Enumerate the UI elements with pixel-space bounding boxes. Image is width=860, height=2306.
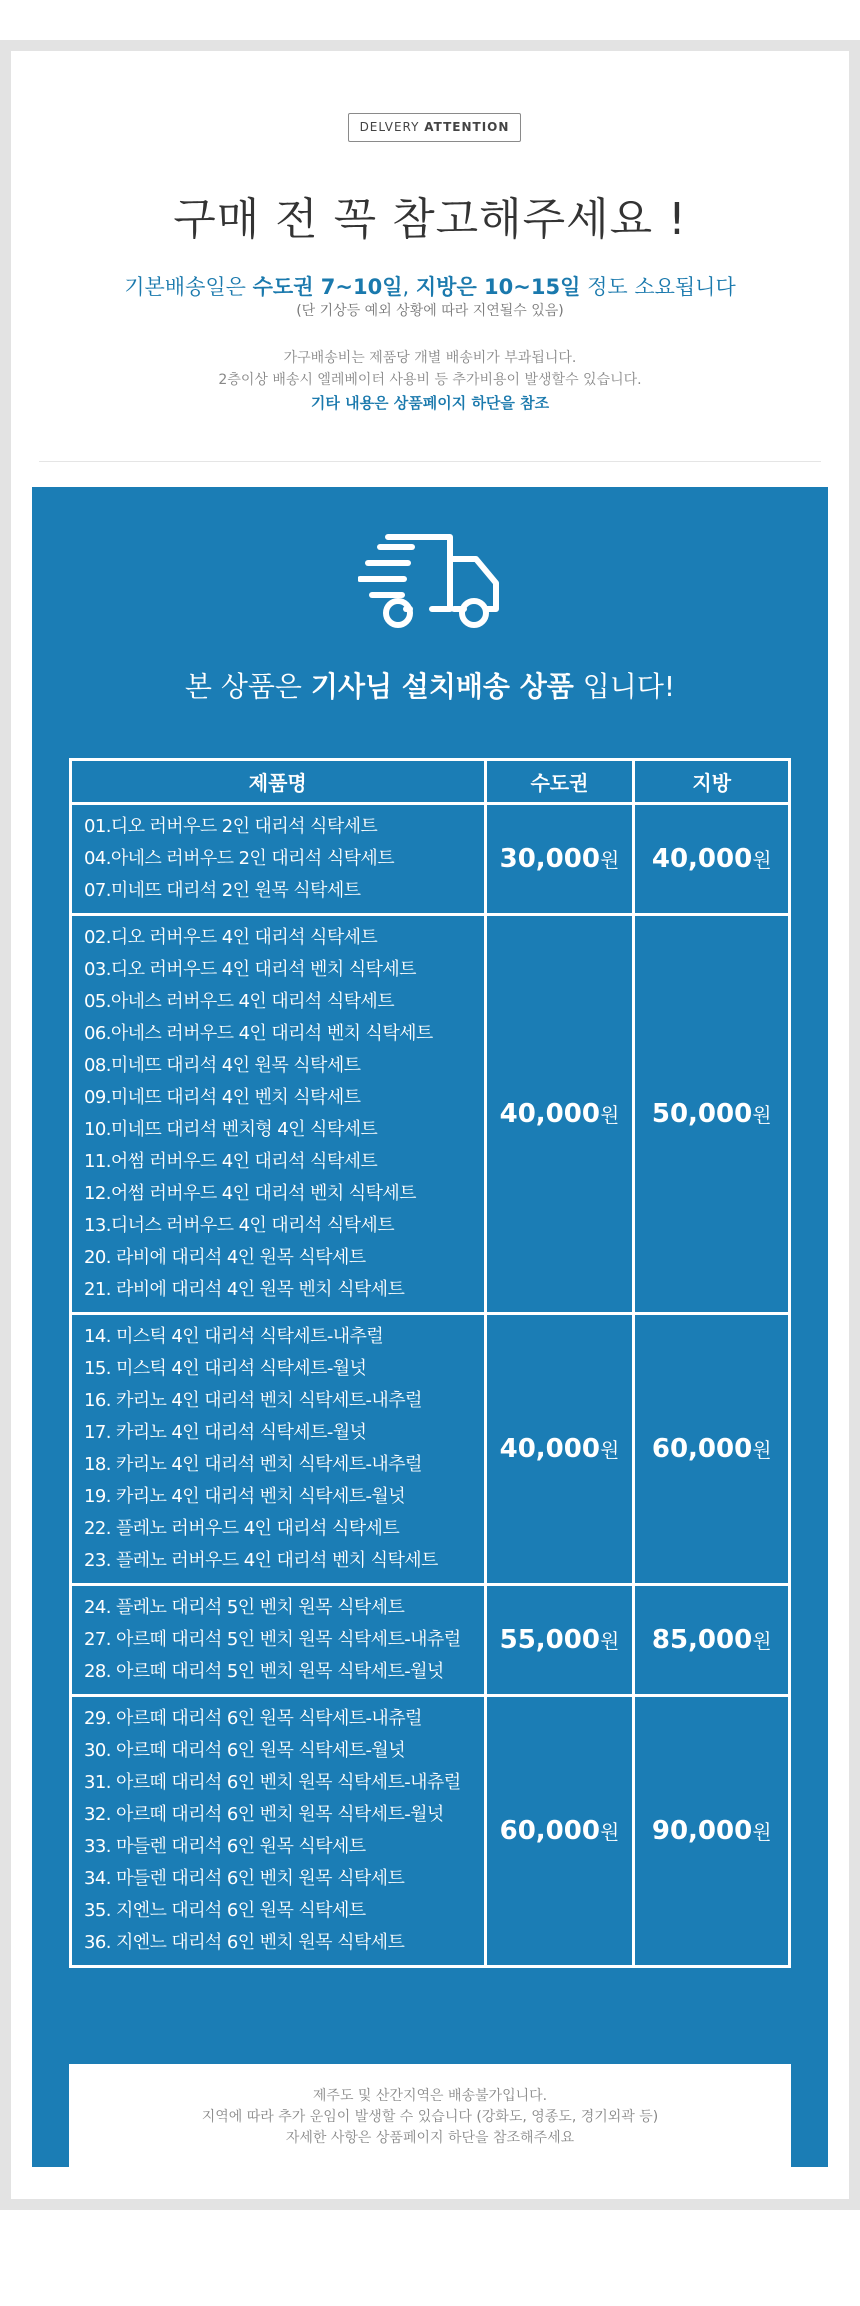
price-unit: 원 — [752, 1820, 772, 1844]
delivery-text-c: , — [402, 275, 416, 299]
table-row — [71, 1696, 790, 1967]
list-item: 21. 라비에 대리석 4인 원목 벤치 식탁세트 — [84, 1279, 405, 1300]
list-item: 32. 아르떼 대리석 6인 벤치 원목 식탁세트-월넛 — [84, 1804, 444, 1825]
delivery-capital-period: 수도권 7~10일 — [252, 275, 403, 299]
product-list — [84, 1592, 472, 1688]
list-item: 35. 지엔느 대리석 6인 원목 식탁세트 — [84, 1900, 366, 1921]
footer-line-2: 지역에 따라 추가 운임이 발생할 수 있습니다 (강화도, 영종도, 경기외곽 등) — [201, 2109, 659, 2125]
price-unit: 원 — [752, 1438, 772, 1462]
page-title: 구매 전 꼭 참고해주세요 ! — [173, 194, 687, 245]
region-price-cell — [634, 1585, 790, 1696]
capital-price-cell — [485, 1314, 634, 1585]
capital-price-cell — [485, 1585, 634, 1696]
table-row — [71, 915, 790, 1314]
list-item: 34. 마들렌 대리석 6인 벤치 원목 식탁세트 — [84, 1868, 405, 1889]
capital-price-value: 30,000 — [499, 844, 600, 874]
list-item: 29. 아르떼 대리석 6인 원목 식탁세트-내츄럴 — [84, 1708, 422, 1729]
list-item: 31. 아르떼 대리석 6인 벤치 원목 식탁세트-내츄럴 — [84, 1772, 461, 1793]
list-item: 24. 플레노 대리석 5인 벤치 원목 식탁세트 — [84, 1597, 405, 1618]
delivery-attention-badge — [348, 113, 521, 142]
list-item: 36. 지엔느 대리석 6인 벤치 원목 식탁세트 — [84, 1932, 405, 1953]
column-header-region: 지방 — [634, 760, 790, 804]
product-list — [84, 1321, 472, 1577]
region-price-cell — [634, 1696, 790, 1967]
list-item: 16. 카리노 4인 대리석 벤치 식탁세트-내추럴 — [84, 1390, 422, 1411]
price-unit: 원 — [752, 848, 772, 872]
price-unit: 원 — [752, 1103, 772, 1127]
column-header-capital: 수도권 — [485, 760, 634, 804]
list-item: 13.디너스 러버우드 4인 대리석 식탁세트 — [84, 1215, 394, 1236]
capital-price-cell — [485, 1696, 634, 1967]
region-price-value: 60,000 — [651, 1434, 753, 1464]
list-item: 27. 아르떼 대리석 5인 벤치 원목 식탁세트-내츄럴 — [84, 1629, 461, 1650]
price-unit: 원 — [599, 1438, 620, 1462]
list-item: 20. 라비에 대리석 4인 원목 식탁세트 — [84, 1247, 366, 1268]
delivery-text-a: 기본배송일은 — [124, 275, 253, 299]
capital-price-cell — [485, 804, 634, 915]
region-price-value: 85,000 — [651, 1625, 753, 1655]
price-unit: 원 — [599, 1629, 620, 1653]
list-item: 14. 미스틱 4인 대리석 식탁세트-내추럴 — [84, 1326, 384, 1347]
list-item: 09.미네뜨 대리석 4인 벤치 식탁세트 — [84, 1087, 361, 1108]
list-item: 08.미네뜨 대리석 4인 원목 식탁세트 — [84, 1055, 361, 1076]
region-price-cell — [634, 1314, 790, 1585]
footer-line-1: 제주도 및 산간지역은 배송불가입니다. — [312, 2088, 548, 2104]
product-list — [84, 922, 472, 1306]
list-item: 02.디오 러버우드 4인 대리석 식탁세트 — [84, 927, 378, 948]
badge-prefix: DELVERY — [359, 120, 420, 134]
list-item: 01.디오 러버우드 2인 대리석 식탁세트 — [84, 816, 378, 837]
region-price-value: 90,000 — [651, 1816, 753, 1846]
delivery-period-text — [11, 271, 849, 301]
list-item: 10.미네뜨 대리석 벤치형 4인 식탁세트 — [84, 1119, 378, 1140]
delivery-text-e: 정도 소요됩니다 — [580, 275, 736, 299]
refer-bottom-note: 기타 내용은 상품페이지 하단을 참조 — [310, 394, 550, 412]
product-list-cell — [71, 1585, 486, 1696]
list-item: 30. 아르떼 대리석 6인 원목 식탁세트-월넛 — [84, 1740, 406, 1761]
install-text-b: 기사님 설치배송 상품 — [310, 670, 574, 703]
list-item: 06.아네스 러버우드 4인 대리석 벤치 식탁세트 — [84, 1023, 433, 1044]
price-unit: 원 — [599, 848, 620, 872]
product-list — [84, 811, 472, 907]
capital-price-value: 55,000 — [499, 1625, 600, 1655]
product-list-cell — [71, 1314, 486, 1585]
list-item: 19. 카리노 4인 대리석 벤치 식탁세트-월넛 — [84, 1486, 406, 1507]
table-header-row — [71, 760, 790, 804]
price-unit: 원 — [752, 1629, 772, 1653]
delivery-truck-icon — [358, 533, 504, 633]
region-price-cell — [634, 915, 790, 1314]
product-list-cell — [71, 804, 486, 915]
table-row — [71, 804, 790, 915]
notice-frame — [0, 40, 860, 2210]
installation-delivery-text — [32, 665, 828, 705]
installation-panel — [32, 487, 828, 2167]
price-unit: 원 — [599, 1103, 620, 1127]
delivery-delay-note: (단 기상등 예외 상황에 따라 지연될수 있음) — [296, 303, 564, 319]
list-item: 05.아네스 러버우드 4인 대리석 식탁세트 — [84, 991, 394, 1012]
footer-notice — [69, 2064, 791, 2185]
list-item: 07.미네뜨 대리석 2인 원목 식탁세트 — [84, 880, 361, 901]
badge-suffix: ATTENTION — [424, 120, 510, 134]
install-text-c: 입니다! — [573, 670, 676, 703]
list-item: 22. 플레노 러버우드 4인 대리석 식탁세트 — [84, 1518, 400, 1539]
column-header-product: 제품명 — [71, 760, 486, 804]
capital-price-value: 40,000 — [499, 1099, 600, 1129]
region-price-value: 50,000 — [651, 1099, 753, 1129]
table-row — [71, 1314, 790, 1585]
list-item: 33. 마들렌 대리석 6인 원목 식탁세트 — [84, 1836, 366, 1857]
capital-price-value: 60,000 — [499, 1816, 600, 1846]
list-item: 23. 플레노 러버우드 4인 대리석 벤치 식탁세트 — [84, 1550, 438, 1571]
price-unit: 원 — [599, 1820, 620, 1844]
capital-price-value: 40,000 — [499, 1434, 600, 1464]
list-item: 18. 카리노 4인 대리석 벤치 식탁세트-내추럴 — [84, 1454, 422, 1475]
list-item: 11.어썸 러버우드 4인 대리석 식탁세트 — [84, 1151, 378, 1172]
table-row — [71, 1585, 790, 1696]
product-list-cell — [71, 1696, 486, 1967]
list-item: 28. 아르떼 대리석 5인 벤치 원목 식탁세트-월넛 — [84, 1661, 444, 1682]
divider — [39, 461, 821, 462]
list-item: 04.아네스 러버우드 2인 대리석 식탁세트 — [84, 848, 394, 869]
list-item: 12.어썸 러버우드 4인 대리석 벤치 식탁세트 — [84, 1183, 416, 1204]
list-item: 15. 미스틱 4인 대리석 식탁세트-월넛 — [84, 1358, 367, 1379]
footer-line-3: 자세한 사항은 상품페이지 하단을 참조해주세요 — [285, 2130, 575, 2146]
shipping-fee-table — [69, 758, 791, 1968]
product-list-cell — [71, 915, 486, 1314]
delivery-region-period: 지방은 10~15일 — [415, 275, 581, 299]
region-price-cell — [634, 804, 790, 915]
list-item: 03.디오 러버우드 4인 대리석 벤치 식탁세트 — [84, 959, 416, 980]
region-price-value: 40,000 — [651, 844, 753, 874]
list-item: 17. 카리노 4인 대리석 식탁세트-월넛 — [84, 1422, 367, 1443]
product-list — [84, 1703, 472, 1959]
install-text-a: 본 상품은 — [184, 670, 311, 703]
capital-price-cell — [485, 915, 634, 1314]
elevator-fee-note: 2층이상 배송시 엘레베이터 사용비 등 추가비용이 발생할수 있습니다. — [218, 372, 642, 388]
shipping-fee-note: 가구배송비는 제품당 개별 배송비가 부과됩니다. — [283, 350, 577, 366]
